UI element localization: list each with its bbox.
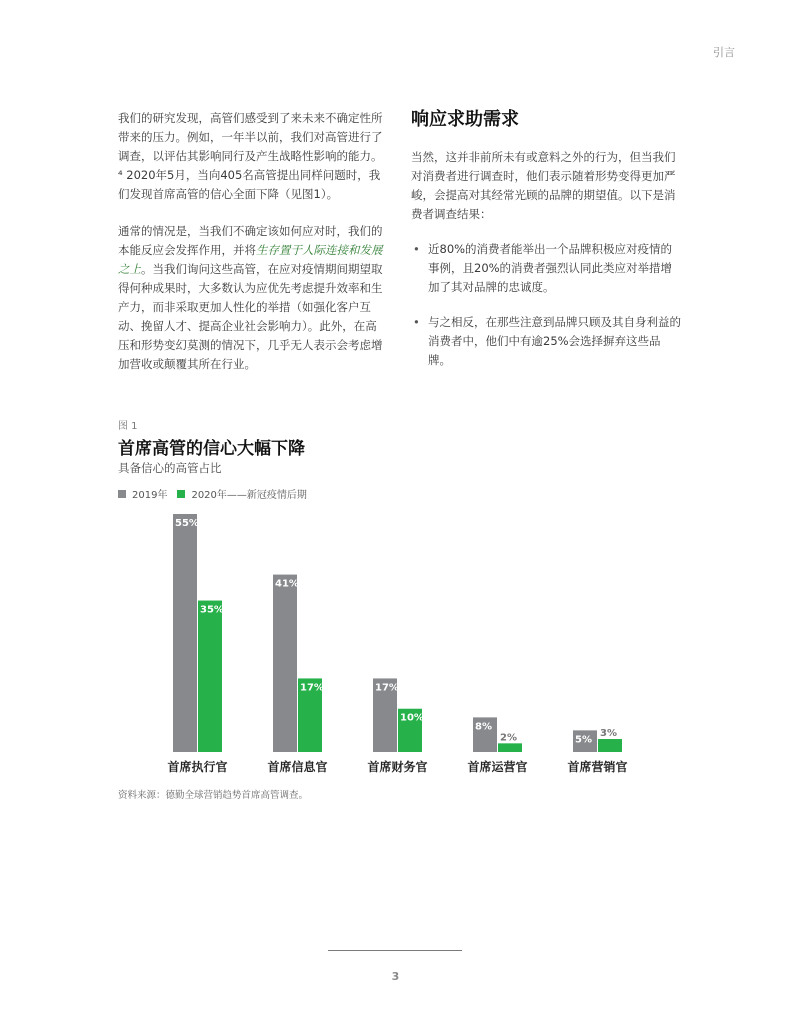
running-head: 引言	[713, 46, 735, 59]
category-label-3: 首席运营官	[467, 760, 528, 774]
legend-label-2019: 2019年	[132, 490, 168, 501]
section-heading: 响应求助需求	[411, 109, 519, 130]
bar-2020-0	[198, 601, 222, 752]
list-item	[411, 313, 681, 370]
data-label-2019-2: 17%	[375, 682, 399, 694]
legend-swatch-2019	[118, 490, 126, 498]
category-label-0: 首席执行官	[167, 760, 228, 774]
data-label-2020-4: 3%	[600, 728, 617, 740]
left-paragraph-2-emphasis: 生存置于人际连接和发展之上	[118, 243, 383, 276]
page-number: 3	[391, 970, 400, 983]
data-label-2019-0: 55%	[175, 518, 199, 529]
bullet-icon: •	[413, 242, 420, 256]
figure-source: 资料来源：德勤全球营销趋势首席高管调查。	[118, 790, 309, 801]
legend-item-2020	[177, 486, 306, 501]
left-column	[118, 109, 386, 392]
bar-chart	[118, 500, 658, 782]
data-label-2020-0: 35%	[200, 604, 224, 616]
bar-2020-3	[498, 743, 522, 752]
data-label-2020-3: 2%	[500, 732, 517, 744]
category-label-4: 首席营销官	[567, 760, 628, 774]
left-paragraph-2	[118, 222, 386, 374]
right-column	[411, 109, 681, 386]
category-label-1: 首席信息官	[267, 760, 328, 774]
footer-divider	[328, 950, 462, 951]
legend-label-2020: 2020年——新冠疫情后期	[191, 490, 307, 501]
bar-2019-1	[273, 575, 297, 752]
legend-item-2019	[118, 486, 167, 501]
list-item-text: 近80%的消费者能举出一个品牌积极应对疫情的事例，且20%的消费者强烈认同此类应对举措增加了其对品牌的忠诚度。	[428, 242, 673, 294]
list-item-text: 与之相反，在那些注意到品牌只顾及其自身利益的消费者中，他们中有逾25%会选择摒弃这些品牌。	[428, 315, 681, 367]
chart-subtitle: 具备信心的高管占比	[118, 461, 222, 475]
data-label-2019-3: 8%	[475, 721, 492, 733]
data-label-2019-4: 5%	[575, 734, 592, 746]
findings-list	[411, 240, 681, 370]
chart-title: 首席高管的信心大幅下降	[118, 439, 305, 459]
left-paragraph-1: 我们的研究发现，高管们感受到了来未来不确定性所带来的压力。例如，一年半以前，我们对高管进行了调查，以评估其影响同行及产生战略性影响的能力。⁴ 2020年5月，当向405名高管提出同样问题时，我们发现首席高管的信心全面下降（见图1）。	[118, 111, 383, 201]
data-label-2019-1: 41%	[275, 578, 299, 590]
data-label-2020-2: 10%	[400, 712, 424, 724]
left-paragraph-2-end: 。当我们询问这些高管，在应对疫情期间期望取得何种成果时，大多数认为应优先考虑提升效率和生产力，而非采取更加人性化的举措（如强化客户互动、挽留人才、提高企业社会影响力）。此外，在高压和形势变幻莫测的情况下，几乎无人表示会考虑增加营收或颠覆其所在行业。	[118, 262, 383, 371]
bar-2019-0	[173, 514, 197, 752]
left-paragraph-2-start: 通常的情况是，当我们不确定该如何应对时，我们的本能反应会发挥作用，并将	[118, 224, 383, 257]
list-item	[411, 240, 681, 297]
bullet-icon: •	[413, 315, 420, 329]
figure-label: 图 1	[118, 421, 138, 432]
data-label-2020-1: 17%	[300, 682, 324, 694]
right-intro: 当然，这并非前所未有或意料之外的行为，但当我们对消费者进行调查时，他们表示随着形势变得更加严峻，会提高对其经常光顾的品牌的期望值。以下是消费者调查结果：	[411, 150, 676, 221]
bar-2020-4	[598, 739, 622, 752]
legend-swatch-2020	[177, 490, 185, 498]
chart-legend	[118, 486, 317, 501]
category-label-2: 首席财务官	[367, 760, 428, 774]
